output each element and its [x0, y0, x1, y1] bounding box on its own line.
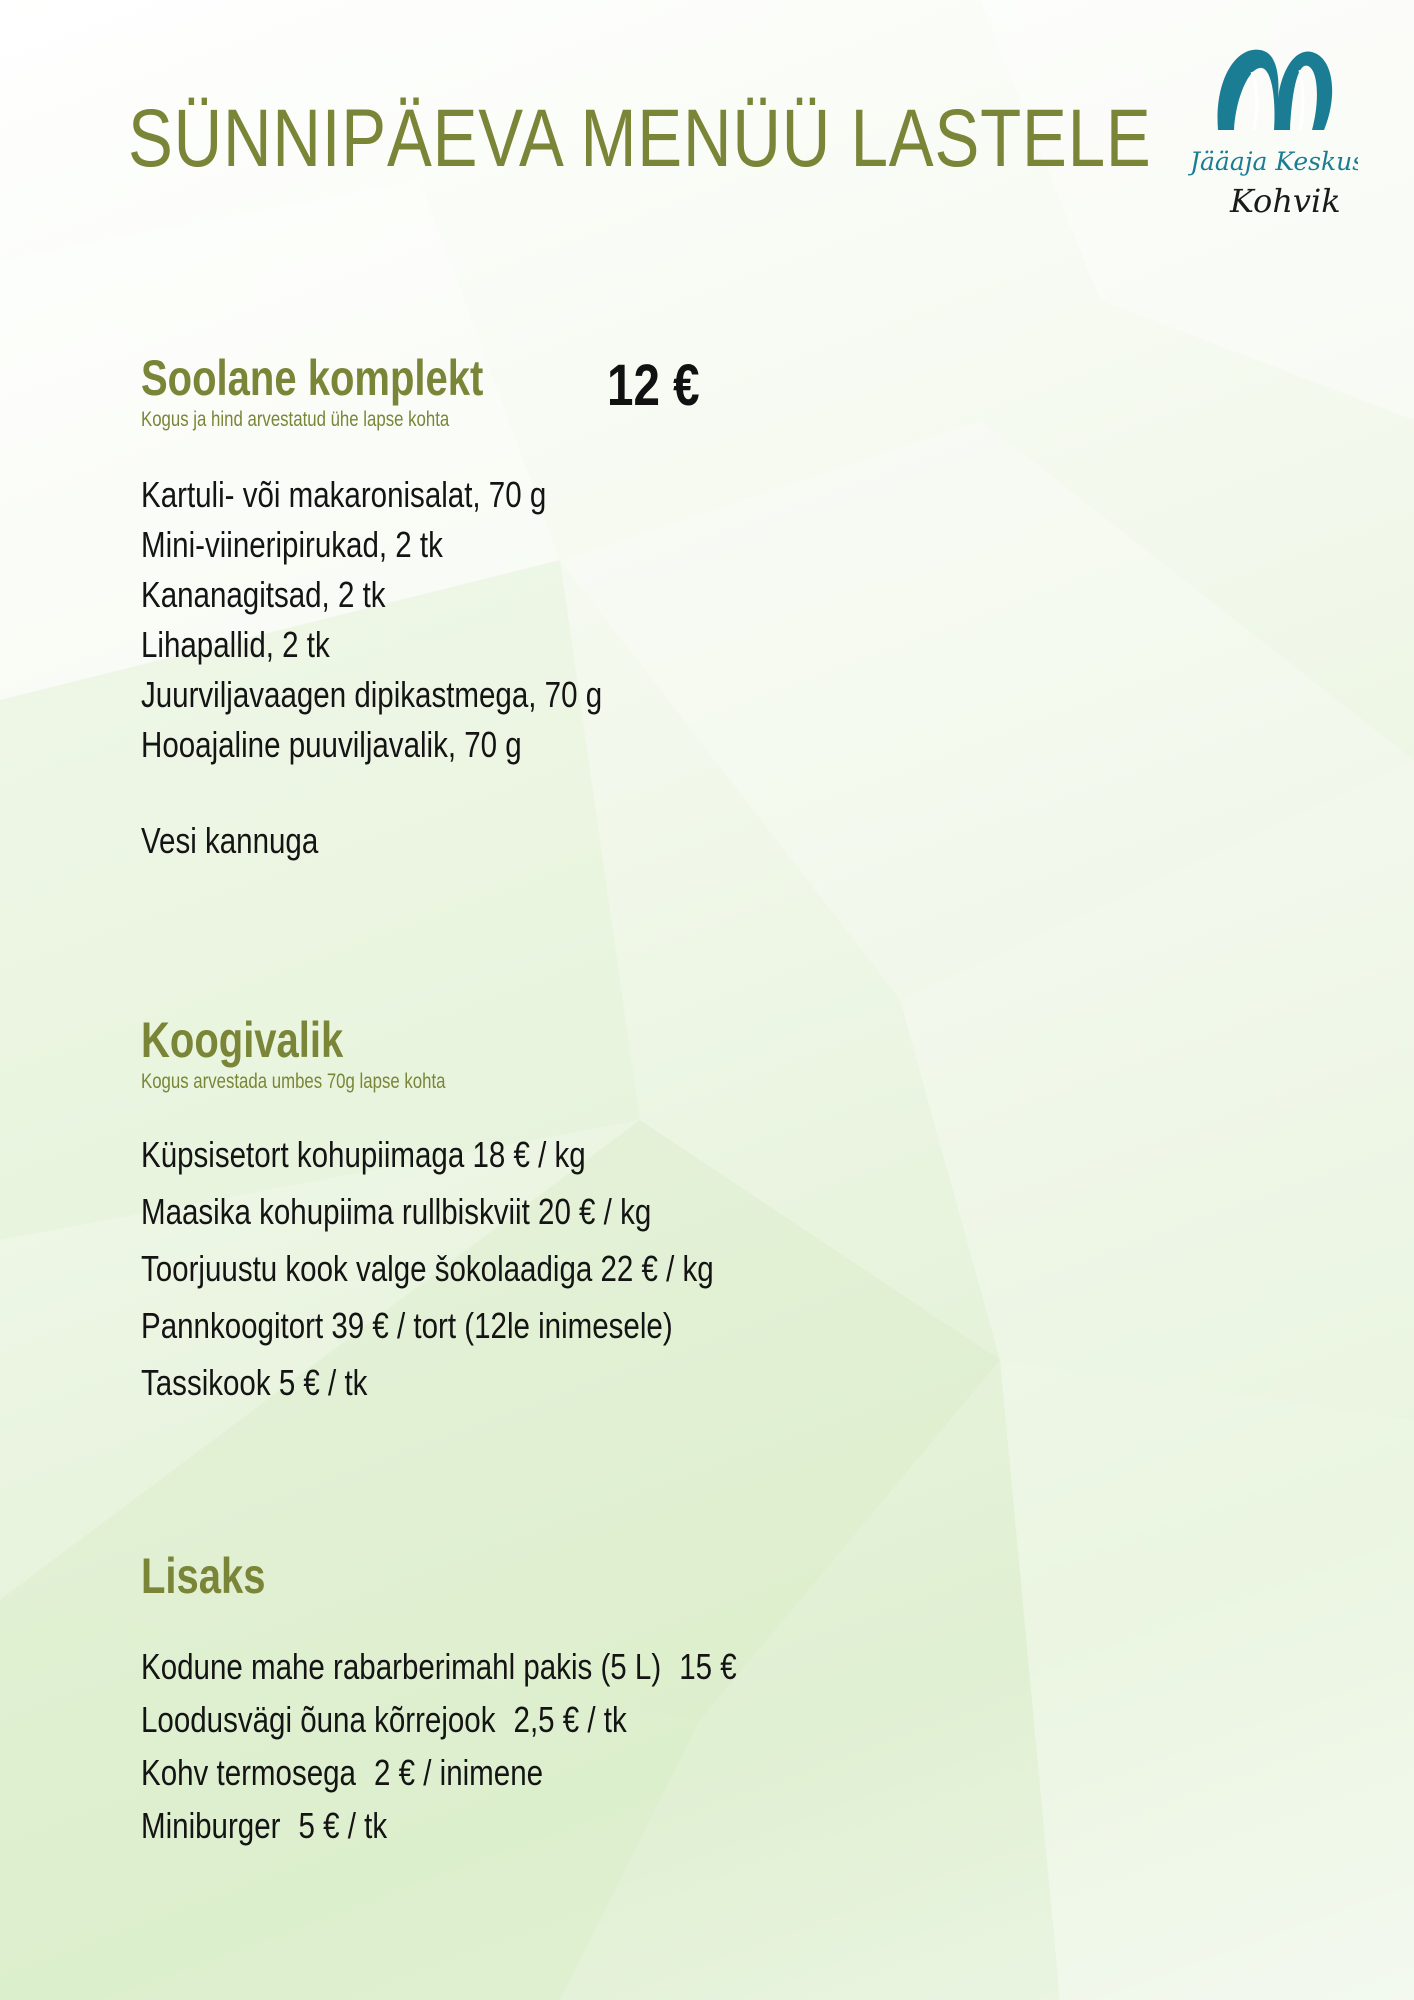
list-item: Kananagitsad, 2 tk: [141, 574, 386, 615]
list-item: Mini-viineripirukad, 2 tk: [141, 524, 443, 565]
section-title: Lisaks: [141, 1548, 266, 1604]
savory-items-list: [141, 470, 703, 770]
list-item: Lihapallid, 2 tk: [141, 624, 330, 665]
section-title: Koogivalik: [141, 1012, 344, 1068]
section-note: Kogus arvestada umbes 70g lapse kohta: [141, 1070, 446, 1093]
drink-note: Vesi kannuga: [141, 820, 319, 861]
section-title: Soolane komplekt: [141, 350, 484, 406]
list-item: Maasika kohupiima rullbiskviit 20 € / kg: [141, 1191, 652, 1232]
item-name: Kohv termosega: [141, 1752, 356, 1793]
item-name: Miniburger: [141, 1805, 281, 1846]
list-item: [141, 1799, 737, 1852]
logo-mark-icon: [1188, 40, 1358, 230]
list-item: Hooajaline puuviljavalik, 70 g: [141, 724, 522, 765]
item-price: 2 € / inimene: [374, 1752, 544, 1793]
savory-set-price: 12 €: [607, 353, 700, 418]
item-name: Kodune mahe rabarberimahl pakis (5 L): [141, 1646, 662, 1687]
item-price: 5 € / tk: [298, 1805, 388, 1846]
list-item: [141, 1746, 737, 1799]
list-item: [141, 1640, 737, 1693]
section-cakes: [141, 1012, 522, 1094]
page-title: SÜNNIPÄEVA MENÜÜ LASTELE: [128, 93, 1152, 184]
list-item: Toorjuustu kook valge šokolaadiga 22 € / kg: [141, 1248, 714, 1289]
section-savory-set: [141, 350, 569, 432]
cakes-list: [141, 1126, 839, 1411]
list-item: Pannkoogitort 39 € / tort (12le inimesele): [141, 1305, 673, 1346]
list-item: [141, 1693, 737, 1746]
item-price: 2,5 € / tk: [513, 1699, 627, 1740]
logo-text-line2: Kohvik: [1230, 182, 1341, 220]
logo-text-line1: Jääaja Keskus: [1190, 147, 1358, 176]
list-item: Kartuli- või makaronisalat, 70 g: [141, 474, 547, 515]
list-item: Juurviljavaagen dipikastmega, 70 g: [141, 674, 603, 715]
list-item: Tassikook 5 € / tk: [141, 1362, 368, 1403]
section-note: Kogus ja hind arvestatud ühe lapse kohta: [141, 408, 450, 431]
item-name: Loodusvägi õuna kõrrejook: [141, 1699, 496, 1740]
item-price: 15 €: [679, 1646, 737, 1687]
list-item: Küpsisetort kohupiimaga 18 € / kg: [141, 1134, 586, 1175]
extras-list: [141, 1640, 867, 1852]
section-extras: [141, 1548, 297, 1604]
cafe-logo: [1188, 40, 1358, 230]
